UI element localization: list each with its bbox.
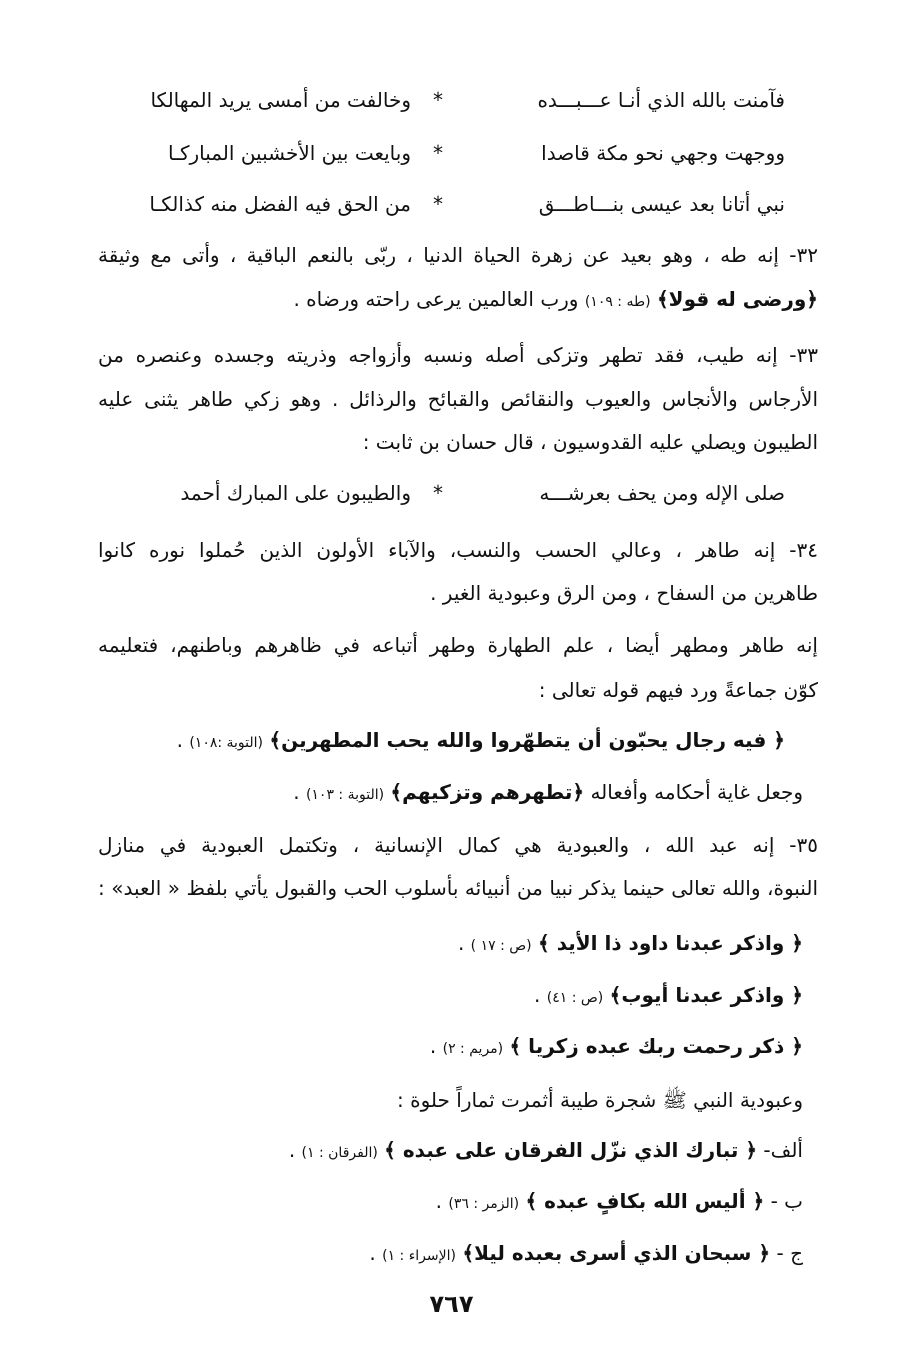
list-item (289, 1135, 803, 1168)
quran-quote: ﴿ واذكر عبدنا أيوب﴾ (609, 983, 803, 1007)
verse-hemistich-right: ووجهت وجهي نحو مكة قاصدا (541, 141, 785, 165)
list-item-label: ب - (770, 1189, 803, 1213)
quran-quote: ﴿ورضى له قولا﴾ (656, 287, 818, 311)
paragraph-33-line: الطيبون ويصلي عليه القدوسيون ، قال حسان بن ثابت : (362, 430, 818, 454)
quran-reference: (الزمر : ٣٦) (448, 1196, 520, 1212)
quran-quote: ﴿ سبحان الذي أسرى بعبده ليلا﴾ (462, 1241, 771, 1265)
verse-hemistich-left: والطيبون على المبارك أحمد (180, 481, 411, 505)
verse-separator: * (433, 481, 443, 505)
poem-verse (85, 85, 785, 115)
list-item-label: ألف- (763, 1138, 803, 1162)
paragraph-34b-line: كوّن جماعةً ورد فيهم قوله تعالى : (538, 678, 818, 702)
quran-reference: (الإسراء : ١) (382, 1248, 456, 1264)
quran-reference: (مريم : ٢) (442, 1041, 504, 1057)
list-item (369, 1238, 803, 1271)
poem-verse (85, 138, 785, 168)
verse-hemistich-right: صلى الإله ومن يحف بعرشـــه (539, 481, 785, 505)
verse-hemistich-left: وخالفت من أمسى يريد المهالكا (150, 88, 411, 112)
paragraph-32-line: ٣٢- إنه طه ، وهو بعيد عن زهرة الحياة الدنيا ، ربّى بالنعم الباقية ، وأتى مع وثيقة (98, 243, 818, 267)
quran-reference: (طه : ١٠٩) (584, 294, 651, 310)
quran-verse-line (458, 928, 803, 961)
line-end: . (369, 1241, 376, 1265)
paragraph-text: وجعل غاية أحكامه وأفعاله (590, 780, 803, 804)
quran-verse-line (293, 777, 803, 810)
paragraph-text: ورب العالمين يرعى راحته ورضاه . (293, 287, 579, 311)
poem-verse (85, 189, 785, 219)
quran-reference: (الفرقان : ١) (301, 1145, 378, 1161)
quran-reference: (التوبة :١٠٨) (189, 735, 264, 751)
verse-separator: * (433, 88, 443, 112)
list-item (436, 1186, 803, 1219)
poem-verse (85, 478, 785, 508)
verse-hemistich-right: فآمنت بالله الذي أنـا عـــبـــده (537, 88, 785, 112)
line-end: . (457, 931, 465, 955)
quran-verse-line (534, 980, 803, 1013)
line-end: . (534, 983, 541, 1007)
quran-reference: (ص : ٤١) (546, 990, 604, 1006)
line-end: . (288, 1138, 296, 1162)
verse-hemistich-right: نبي أتانا بعد عيسى بنـــاطـــق (538, 192, 785, 216)
paragraph-34-line: طاهرين من السفاح ، ومن الرق وعبودية الغير . (430, 581, 818, 605)
verse-hemistich-left: من الحق فيه الفضل منه كذالكـا (149, 192, 411, 216)
quran-quote: ﴿ تبارك الذي نزّل الفرقان على عبده ﴾ (384, 1138, 758, 1162)
page-number: ٧٦٧ (429, 1290, 474, 1318)
quran-quote: ﴿ واذكر عبدنا داود ذا الأيد ﴾ (538, 931, 803, 955)
verse-hemistich-left: وبايعت بين الأخشبين المباركـا (167, 141, 411, 165)
quran-verse-line (177, 725, 785, 758)
line-end: . (293, 780, 300, 804)
paragraph-32-line (293, 284, 818, 317)
quran-quote: ﴿ أليس الله بكافٍ عبده ﴾ (525, 1189, 765, 1213)
quran-quote: ﴿ ذكر رحمت ربك عبده زكريا ﴾ (509, 1034, 803, 1058)
paragraph-33-line: ٣٣- إنه طيب، فقد تطهر وتزكى أصله ونسبه وأزواجه وذريته وجسده وعنصره من (98, 343, 818, 367)
line-end: . (435, 1189, 443, 1213)
line-end: . (176, 728, 183, 752)
paragraph-35-line: النبوة، والله تعالى حينما يذكر نبيا من أنبيائه بأسلوب الحب والقبول يأتي بلفظ « العبد» : (98, 876, 818, 900)
paragraph-33-line: الأرجاس والأنجاس والعيوب والنقائص والقبائح والرذائل . وهو زكي طاهر يثنى عليه (98, 387, 818, 411)
quran-reference: (ص : ١٧ ) (470, 938, 532, 954)
quran-verse-line (430, 1031, 803, 1064)
verse-separator: * (433, 141, 443, 165)
quran-quote: ﴿ فيه رجال يحبّون أن يتطهّروا والله يحب المطهرين﴾ (269, 728, 785, 752)
verse-separator: * (433, 192, 443, 216)
paragraph-34b-line: إنه طاهر ومطهر أيضا ، علم الطهارة وطهر أتباعه في ظاهرهم وباطنهم، فتعليمه (98, 633, 818, 657)
paragraph-34-line: ٣٤- إنه طاهر ، وعالي الحسب والنسب، والآباء الأولون الذين حُملوا نوره كانوا (98, 538, 818, 562)
paragraph-35-line: ٣٥- إنه عبد الله ، والعبودية هي كمال الإنسانية ، وتكتمل العبودية في منازل (98, 833, 818, 857)
line-end: . (429, 1034, 437, 1058)
list-item-label: ج - (776, 1241, 803, 1265)
quran-quote: ﴿تطهرهم وتزكيهم﴾ (390, 780, 585, 804)
quran-reference: (التوبة : ١٠٣) (305, 787, 385, 803)
paragraph-text: وعبودية النبي ﷺ شجرة طيبة أثمرت ثماراً حلوة : (397, 1088, 803, 1112)
